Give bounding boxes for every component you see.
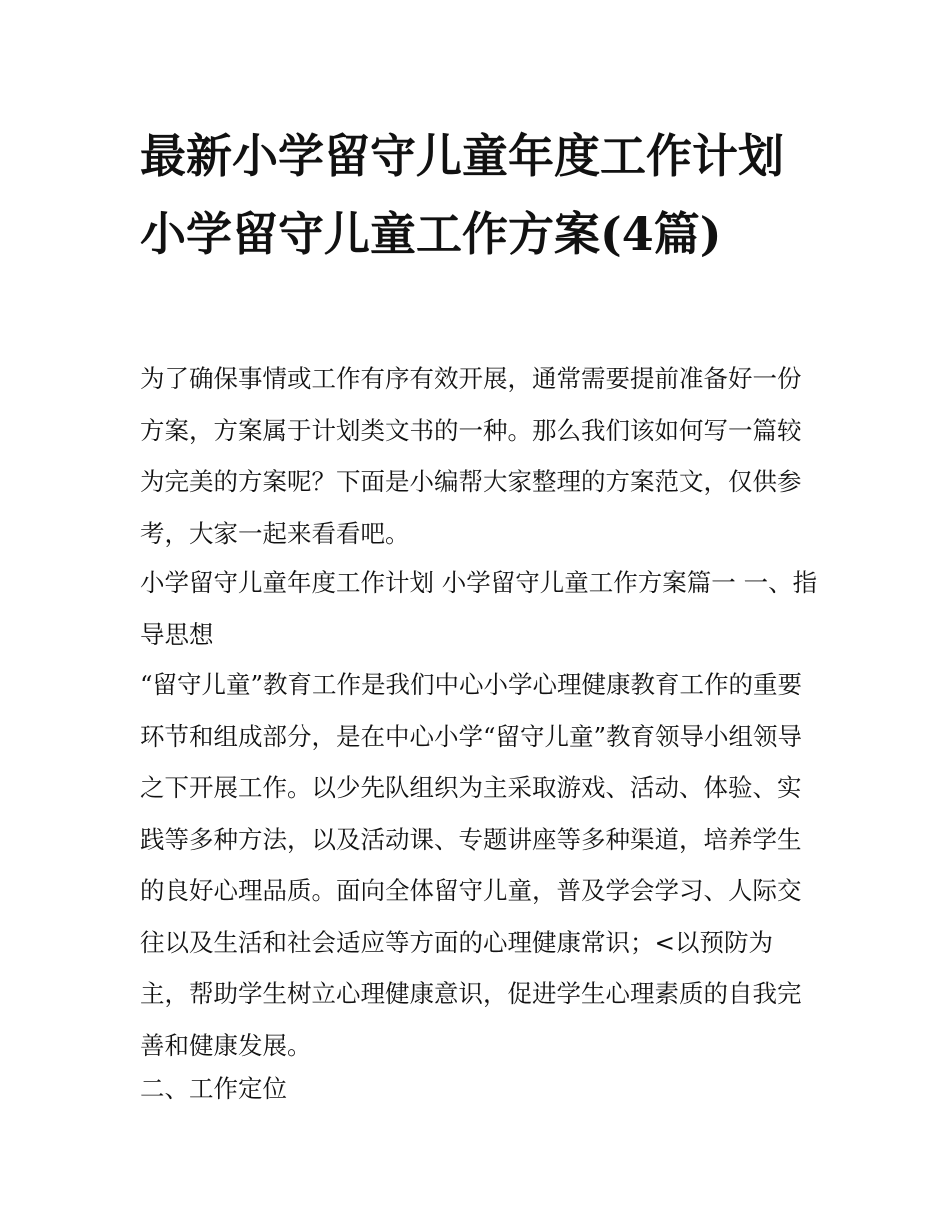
guiding-thought-paragraph <box>140 659 820 1071</box>
paragraph-text-part-b: 主，帮助学生树立心理健康意识，促进学生心理素质的自我完善和健康发展。 <box>140 979 802 1060</box>
intro-paragraph: 为了确保事情或工作有序有效开展，通常需要提前准备好一份方案，方案属于计划类文书的一种。那么我们该如何写一篇较为完美的方案呢？下面是小编帮大家整理的方案范文，仅供参考，大家一起来看看吧。 <box>140 364 802 548</box>
document-title: 最新小学留守儿童年度工作计划 小学留守儿童工作方案(4篇) <box>140 129 784 261</box>
paragraph-text-part-a: “留守儿童”教育工作是我们中心小学心理健康教育工作的重要环节和组成部分，是在中心小学“留守儿童”教育领导小组领导之下开展工作。以少先队组织为主采取游戏、活动、体验、实践等多种方法，以及活动课、专题讲座等多种渠道，培养学生的良好心理品质。面向全体留守儿童，普及学会学习、人际交往以及生活和社会适应等方面的心理健康常识；<以预防为 <box>140 670 803 957</box>
section-heading-guiding-thought: 小学留守儿童年度工作计划 小学留守儿童工作方案篇一 一、指导思想 <box>140 568 818 649</box>
section-heading-work-positioning: 二、工作定位 <box>140 1074 287 1103</box>
